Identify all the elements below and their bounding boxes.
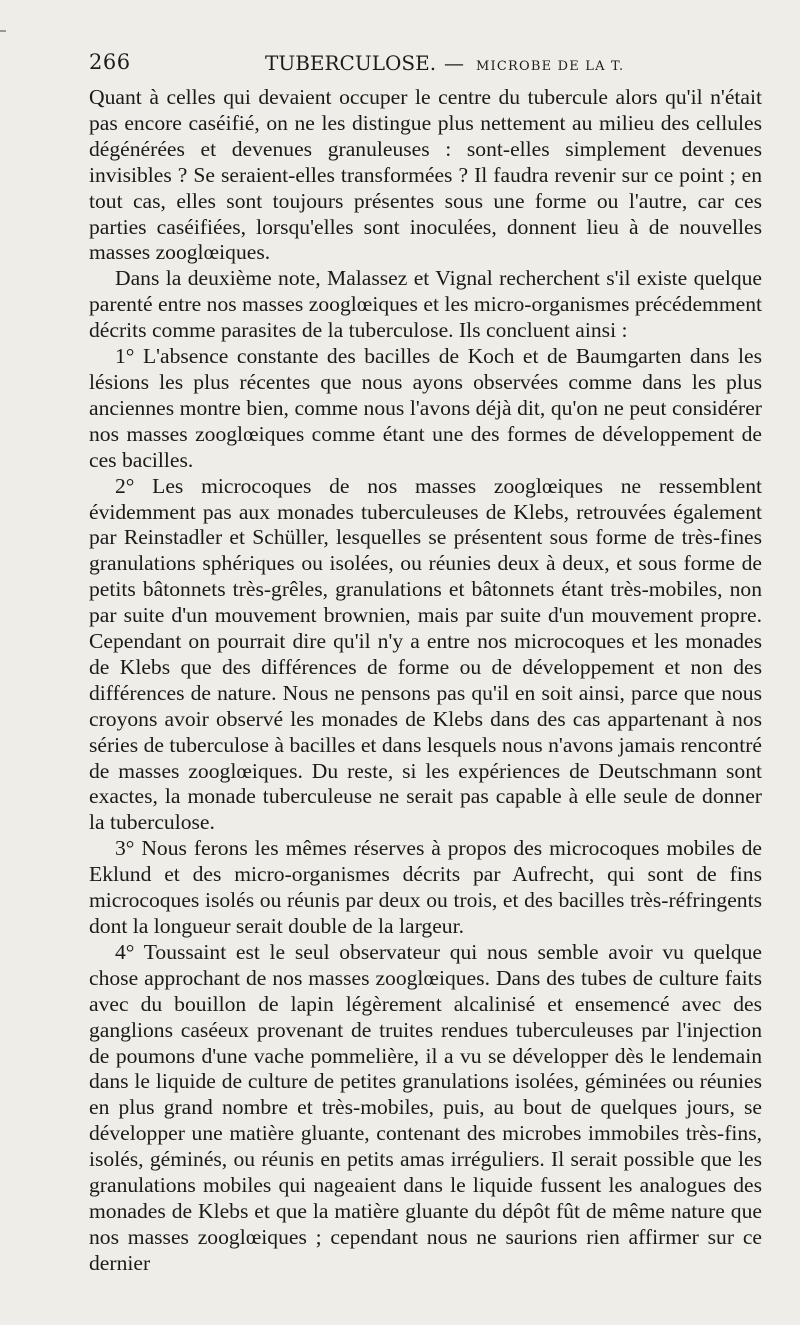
- page-edge-mark: [0, 30, 6, 32]
- body-text: [89, 85, 762, 1277]
- paragraph-point-3: 3° Nous ferons les mêmes réserves à propos des microcoques mobiles de Eklund et des micro-organismes décrits par Aufrecht, qui sont de fins microcoques isolés ou réunis par deux ou trois, et des bacilles très-réfringents dont la longueur serait double de la largeur.: [89, 836, 762, 938]
- running-title-dash: —: [444, 51, 465, 75]
- paragraph-point-2: 2° Les microcoques de nos masses zooglœiques ne ressemblent évidemment pas aux monades tuberculeuses de Klebs, retrouvées également par Reinstadler et Schüller, lesquelles se présentent sous forme de très-fines granulations sphériques ou isolées, ou réunies deux à deux, et sous forme de petits bâtonnets très-grêles, granulations et bâtonnets étant très-mobiles, non par suite d'un mouvement brownien, mais par suite d'un mouvement propre. Cependant on pourrait dire qu'il n'y a entre nos microcoques et les monades de Klebs que des différences de forme ou de développement et non des différences de nature. Nous ne pensons pas qu'il en soit ainsi, parce que nous croyons avoir observé les monades de Klebs dans des cas appartenant à nos séries de tuberculose à bacilles et dans lesquels nous n'avons jamais rencontré de masses zooglœiques. Du reste, si les expériences de Deutschmann sont exactes, la monade tuberculeuse ne serait pas capable à elle seule de donner la tuberculose.: [89, 473, 762, 835]
- paragraph-point-4: 4° Toussaint est le seul observateur qui nous semble avoir vu quelque chose approchant de nos masses zooglœiques. Dans des tubes de culture faits avec du bouillon de lapin légèrement alcalinisé et ensemencé avec des ganglions caséeux provenant de truites rendues tuberculeuses par l'injection de poumons d'une vache pommelière, il a vu se développer dès le lendemain dans le liquide de culture de petites granulations isolées, géminées ou réunies en plus grand nombre et très-mobiles, puis, au bout de quelques jours, se développer une matière gluante, contenant des microbes immobiles très-fins, isolés, géminés, ou réunis en petits amas irréguliers. Il serait possible que les granulations mobiles qui nageaient dans le liquide fussent les analogues des monades de Klebs et que la matière gluante du dépôt fût de même nature que nos masses zooglœiques ; cependant nous ne saurions rien affirmer sur ce dernier: [89, 939, 762, 1275]
- paragraph-second-note: Dans la deuxième note, Malassez et Vignal recherchent s'il existe quelque parenté entre nos masses zooglœiques et les micro-organismes précédemment décrits comme parasites de la tuberculose. Ils concluent ainsi :: [89, 266, 762, 343]
- paragraph-point-1: 1° L'absence constante des bacilles de Koch et de Baumgarten dans les lésions les plus récentes que nous ayons observées comme dans les plus anciennes montre bien, comme nous l'avons déjà dit, qu'on ne peut considérer nos masses zooglœiques comme étant une des formes de développement de ces bacilles.: [89, 344, 762, 472]
- page-number: 266: [89, 50, 131, 74]
- running-title: [265, 51, 624, 75]
- running-title-subtitle: MICROBE DE LA T.: [476, 59, 625, 74]
- paragraph-continuation: Quant à celles qui devaient occuper le centre du tubercule alors qu'il n'était pas encore caséifié, on ne les distingue plus nettement au milieu des cellules dégénérées et devenues granuleuses : sont-elles simplement devenues invisibles ? Se seraient-elles transformées ? Il faudra revenir sur ce point ; en tout cas, elles sont toujours présentes sous une forme ou l'autre, car ces parties caséifiées, lorsqu'elles sont inoculées, donnent lieu à de nouvelles masses zooglœiques.: [89, 85, 762, 265]
- page-header: [89, 50, 762, 82]
- running-title-main: TUBERCULOSE.: [265, 51, 437, 75]
